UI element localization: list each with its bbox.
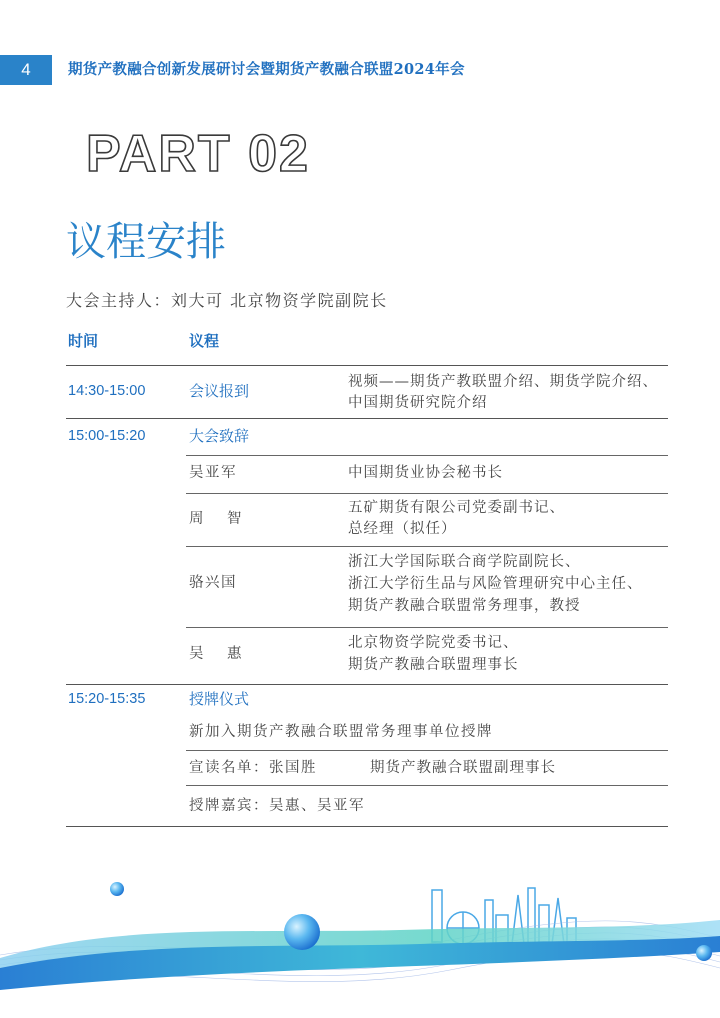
table-divider: [186, 627, 668, 628]
speaker-title-line: 期货产教融合联盟理事长: [348, 657, 519, 673]
session-desc-line: 视频——期货产教联盟介绍、期货学院介绍、: [348, 374, 658, 390]
table-divider: [66, 826, 668, 827]
speaker-title-line: 浙江大学国际联合商学院副院长、: [348, 554, 581, 570]
ceremony-item: 新加入期货产教融合联盟常务理事单位授牌: [189, 724, 493, 740]
speaker-name: 周 智: [189, 511, 243, 527]
speaker-title-line: 总经理（拟任）: [348, 521, 457, 537]
table-divider: [186, 750, 668, 751]
session-title: 会议报到: [189, 382, 250, 400]
decorative-sphere-icon: [696, 945, 712, 961]
speaker-title-line: 五矿期货有限公司党委副书记、: [348, 500, 565, 516]
column-header-time: 时间: [68, 332, 99, 350]
speaker-name: 骆兴国: [189, 575, 237, 591]
table-divider: [186, 455, 668, 456]
table-divider: [66, 418, 668, 419]
session-desc-line: 中国期货研究院介绍: [348, 395, 488, 411]
header-title: 期货产教融合创新发展研讨会暨期货产教融合联盟2024年会: [68, 61, 465, 78]
ceremony-item: 授牌嘉宾：吴惠、吴亚军: [189, 798, 365, 814]
session-time: 15:20-15:35: [68, 691, 146, 707]
session-title: 大会致辞: [189, 427, 250, 445]
decorative-sphere-icon: [110, 882, 124, 896]
speaker-title-line: 中国期货业协会秘书长: [348, 465, 503, 481]
host-line: 大会主持人：刘大可 北京物资学院副院长: [66, 291, 388, 310]
section-title: 议程安排: [66, 219, 226, 265]
session-time: 15:00-15:20: [68, 428, 146, 444]
ceremony-item: 期货产教融合联盟副理事长: [370, 760, 556, 776]
speaker-title-line: 北京物资学院党委书记、: [348, 635, 519, 651]
page-number: 4: [0, 55, 52, 85]
speaker-name: 吴亚军: [189, 465, 237, 481]
table-divider: [66, 684, 668, 685]
footer-city-wave-illustration: [0, 860, 720, 1018]
part-label: PART 02: [86, 125, 310, 183]
session-time: 14:30-15:00: [68, 383, 146, 399]
table-divider: [66, 365, 668, 366]
speaker-name: 吴 惠: [189, 646, 243, 662]
ceremony-item: 宣读名单：张国胜: [189, 760, 317, 776]
decorative-sphere-icon: [284, 914, 320, 950]
speaker-title-line: 期货产教融合联盟常务理事，教授: [348, 598, 581, 614]
column-header-agenda: 议程: [189, 332, 220, 350]
table-divider: [186, 493, 668, 494]
table-divider: [186, 785, 668, 786]
speaker-title-line: 浙江大学衍生品与风险管理研究中心主任、: [348, 576, 643, 592]
session-title: 授牌仪式: [189, 690, 250, 708]
table-divider: [186, 546, 668, 547]
